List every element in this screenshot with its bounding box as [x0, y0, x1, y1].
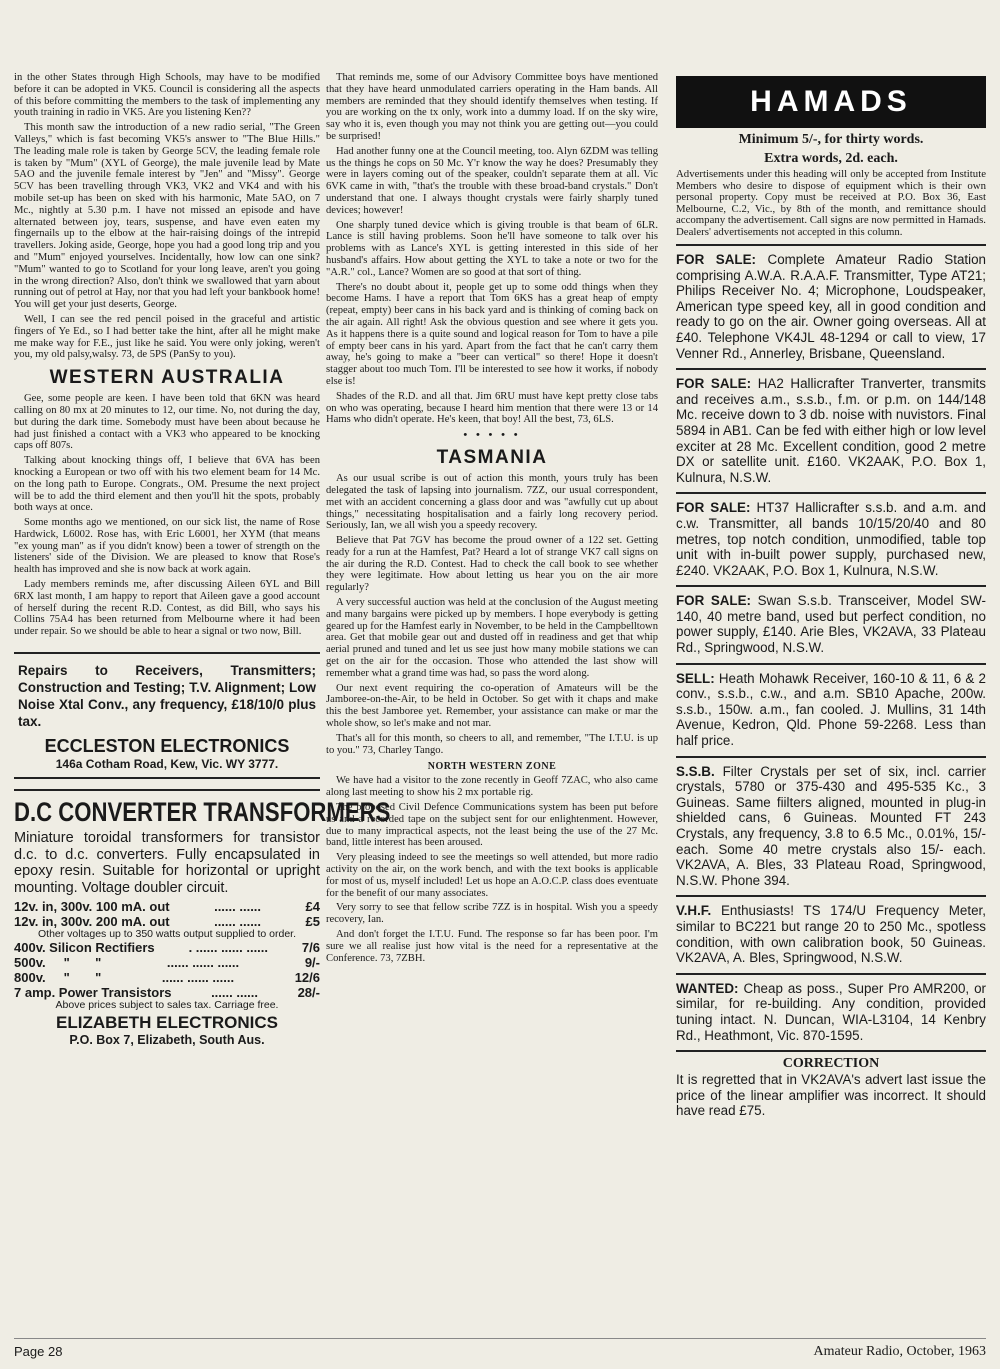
paragraph: in the other States through High Schools, may have to be modified before it can be adopted in VK5. Council is considering all the aspects of this before committing the members to the task of implementing any youth training in radio in VK5. Are you listening Ken??	[14, 72, 320, 119]
classified-ad	[676, 895, 986, 965]
hamads-banner: HAMADS	[676, 76, 986, 128]
price-value: 12/6	[294, 970, 320, 986]
paragraph: The proposed Civil Defence Communications system has been put before us and a recorded tape on the subject sent for our enlightenment. However, due to many impractical aspects, not the least being the use of the 27 Mc. band, little interest has been aroused.	[326, 802, 658, 849]
advert-address: 146a Cotham Road, Kew, Vic. WY 3777.	[55, 757, 279, 772]
paragraph: There's no doubt about it, people get up to some odd things when they become Hams. I have a report that Tom 6KS has a great heap of empty (repeat, empty) beer cans in his back yard and is thinking of coming back on the air again. All right! Ask the obvious question and see where it gets you. As it happens there is a quite sound and logical reason for Tom to have a pile of empty beer cans in his yard. Apart from the fact that he can't carry them away, he's going to make a "beer can vertical" so there! Hope it doesn't stagger about too much Tom. I'll be interested to see how it works, if nobody else is!	[326, 281, 658, 387]
ad-lead: SELL:	[676, 670, 715, 686]
elizabeth-advert	[14, 789, 391, 1048]
paragraph: Shades of the R.D. and all that. Jim 6RU must have kept pretty close tabs on who was operating, because I heard him mention that there were 13 or 14 Hams who didn't operate. He's keen, that boy! All the best, 73, 6LS.	[326, 390, 658, 426]
hamads-rate-line: Extra words, 2d. each.	[764, 151, 898, 166]
price-row	[14, 940, 320, 955]
price-item: 500v. " "	[14, 955, 102, 971]
price-item: 7 amp. Power Transistors	[14, 985, 172, 1001]
ad-lead: FOR SALE:	[676, 376, 752, 392]
paragraph: We have had a visitor to the zone recently in Geoff 7ZAC, who also came along last meeting to show his 2 mx portable rig.	[326, 775, 658, 799]
continuation-text	[14, 72, 320, 361]
classified-ad	[676, 663, 986, 749]
advert-company: ECCLESTON ELECTRONICS	[44, 736, 290, 757]
price-value: £4	[305, 899, 320, 915]
ad-lead: FOR SALE:	[676, 500, 751, 516]
price-dots: ...... ...... ......	[161, 970, 235, 986]
classified-ad	[676, 492, 986, 578]
column-right-hamads	[676, 76, 986, 1119]
paragraph: Well, I can see the red pencil poised in the graceful and artistic fingers of Ye Ed., so I had better take the hint, after all he might make me make way for F.E., just like he said. You were only joking, weren't you, my old palsy,walsy. 73, de 5PS (PanSy to you).	[14, 313, 320, 361]
section-heading-tasmania: TASMANIA	[436, 447, 548, 469]
hamads-intro: Advertisements under this heading will only be accepted from Institute Members who desire to dispose of equipment which is their own personal property. Copy must be received at P.O. Box 36, East Melbourne, C.2, Vic., by 8th of the month, and remittance should accompany the advertisement. Call signs are now permitted in Hamads. Dealers' advertisements not accepted in this column.	[676, 168, 986, 238]
ad-text: Heath Mohawk Receiver, 160-10 & 11, 6 & 2 conv., s.s.b., c.w., and a.m. SB10 Apache, 200w. s.s.b., 150w. a.m., fan cooled. J. Mullins, 31 14th Avenue, Kedron, Qld. Phone 59-2268. Less than half price.	[676, 670, 986, 749]
western-australia-continued	[326, 72, 658, 426]
correction-text: It is regretted that in VK2AVA's advert last issue the price of the linear amplifier was incorrect. It should have read £75.	[676, 1072, 986, 1119]
advert-title: D.C CONVERTER TRANSFORMERS	[14, 797, 391, 828]
ad-lead: S.S.B.	[676, 763, 715, 779]
price-dots: ...... ...... ......	[166, 955, 240, 971]
footer-rule	[14, 1338, 986, 1339]
paragraph: Lady members reminds me, after discussing Aileen 6YL and Bill 6RX last month, I am happy to report that Aileen gave a good account of herself during the recent R.D. Contest, as did Bill, who says his Collins 75A4 has been returned from Melbourne where it had been under repair. So we should be able to hear a signal or two now, Bill.	[14, 579, 320, 638]
paragraph: And don't forget the I.T.U. Fund. The response so far has been poor. I'm sure we all realise just how vital is the need for a representative at the Conference. 73, 7ZBH.	[326, 929, 658, 964]
price-dots: ...... ......	[214, 914, 262, 930]
correction-heading: CORRECTION	[676, 1050, 986, 1072]
paragraph: As our usual scribe is out of action this month, yours truly has been delegated the task of lapsing into journalism. 7ZZ, our usual correspondent, met with an accident concerning a glass door and was "awfully cut up about things," necessitating hospitalisation and a fairly long recovery period. Seriously, Ian, we all wish you a speedy recovery.	[326, 473, 658, 532]
column-middle	[326, 72, 658, 967]
price-row	[14, 955, 320, 970]
section-heading-western-australia: WESTERN AUSTRALIA	[49, 367, 285, 389]
paragraph: Gee, some people are keen. I have been told that 6KN was heard calling on 80 mx at 20 minutes to 12, our time. No, not during the day, but during the dark time. Somebody must have been about because he had just finished a contact with a VK3 who appeared to be knocking caps off 807s.	[14, 393, 320, 452]
paragraph: A very successful auction was held at the conclusion of the August meeting and many bargains were picked up by members. I hope everybody is getting geared up for the Hamfest early in November, to be held in the Campbelltown area. Get that mobile gear out and dusted off in readiness and get that whip aerial pruned and tuned and let us see just how many mobile stations we can get on the air for the occasion. Those who attended the last show will remember what a grand time was had, so pass the word along.	[326, 597, 658, 679]
tasmania-text	[326, 473, 658, 756]
price-row	[14, 899, 320, 914]
paragraph: Some months ago we mentioned, on our sick list, the name of Rose Hardwick, L6002. Rose has, with Eric L6001, her XYM (that means "ex young man" as if you didn't know) been a tower of strength on the listeners' side of the Division. We are pleased to know that Rose's health has improved and she is now back at work again.	[14, 517, 320, 576]
classified-ad	[676, 756, 986, 889]
paragraph: Very pleasing indeed to see the meetings so well attended, but more radio activity on the air, on the work bench, and with the text books is applicable for most of us, myself included! Let us hope an A.O.C.P. class does eventuate for the benefit of our many associates.	[326, 852, 658, 899]
north-western-zone-text	[326, 775, 658, 964]
ad-lead: FOR SALE:	[676, 252, 756, 267]
ad-text: HA2 Hallicrafter Tranverter, transmits and receives a.m., s.s.b., f.m. or p.m. on 144/148 Mc. receive down to 3 db. noise with nuvistors. Final 5894 in AB1. Can be fed with either high or low level exciter at 28 Mc. Excellent condition, good 2 metre DX or satellite unit. £160. VK2AAK, P.O. Box 1, Kulnura, N.S.W.	[676, 376, 986, 485]
advert-body: Miniature toroidal transformers for transistor d.c. to d.c. converters. Fully encapsulated in epoxy resin. Suitable for horizontal or upright mounting. Voltage doubler circuit.	[14, 830, 320, 896]
price-item: 12v. in, 300v. 100 mA. out	[14, 899, 170, 915]
classified-ad	[676, 368, 986, 485]
advert-company: ELIZABETH ELECTRONICS	[56, 1013, 278, 1033]
ad-lead: WANTED:	[676, 980, 739, 996]
paragraph: Very sorry to see that fellow scribe 7ZZ is in hospital. Wish you a speedy recovery, Ian.	[326, 902, 658, 926]
classified-ad	[676, 585, 986, 655]
paragraph: Believe that Pat 7GV has become the proud owner of a 122 set. Getting ready for a run at the Hamfest, Pat? Heard a lot of strange VK7 call signs on the air during the R.D. Contest. Had to check the call book to see whether they were legitimate. How about letting us hear you on the air more regularly?	[326, 535, 658, 594]
ad-text: Swan S.s.b. Transceiver, Model SW-140, 40 metre band, used but perfect condition, no power supply, £140. Arie Bles, VK2AVA, 33 Plateau Rd., Springwood, N.S.W.	[676, 593, 986, 656]
price-dots: ...... ......	[211, 985, 259, 1001]
price-dots: ...... ......	[214, 899, 262, 915]
paragraph: Had another funny one at the Council meeting, too. Alyn 6ZDM was telling us the things he cops on 50 Mc. Y'r know the way he does? Presumably they were in layers coming out of the speaker, couldn't separate them at all. Vic 6VK came in with, "that's the trouble with these broad-band crystals." Don't understand that one. I always thought crystals were fairly sharply tuned devices; however!	[326, 145, 658, 216]
ad-lead: FOR SALE:	[676, 593, 751, 609]
ad-text: Filter Crystals per set of six, incl. carrier crystals, 5780 or 375-430 and 495-535 Kc., 3 Guineas. Same fiilters aligned, mounted in plug-in shielded cans, 6 Guineas. Mounted FT 243 Crystals, any frequency, 3.8 to 6.5 Mc., 0.01%, 15/- each. Some 40 metre crystals also 15/- each. VK2AVA, A. Bles, 33 Plateau Road, Springwood, N.S.W. Phone 394.	[676, 763, 986, 888]
price-row	[14, 914, 320, 929]
price-note: Above prices subject to sales tax. Carriage free.	[55, 999, 279, 1012]
price-item: 12v. in, 300v. 200 mA. out	[14, 914, 170, 930]
paragraph: Talking about knocking things off, I believe that 6VA has been knocking a European or two off with his two element beam for 14 Mc. on the long path to Europe. Congrats., OM. Presume the next project will be to add the third element and then you'll hit the spots, probably both ways at once.	[14, 455, 320, 514]
price-note: Other voltages up to 350 watts output supplied to order.	[38, 928, 296, 941]
ad-text: Cheap as poss., Super Pro AMR200, or similar, for re-building. Any condition, provided tuning intact. N. Duncan, WIA-L3104, 14 Kenbry Rd., Heathmont, Vic. 870-1595.	[676, 980, 986, 1043]
hamads-rate-line: Minimum 5/-, for thirty words.	[738, 132, 924, 147]
page-number: Page 28	[14, 1344, 63, 1359]
price-row	[14, 970, 320, 985]
paragraph: One sharply tuned device which is giving trouble is that beam of 6LR. Lance is still having problems. Soon he'll have someone to talk over his problems with as Lance's XYL is getting interested in this side of her husband's affairs. How about getting the XYL to take a note or two for the "A.R." col., Lance? Women are so good at that sort of thing.	[326, 219, 658, 278]
ad-text: Enthusiasts! TS 174/U Frequency Meter, similar to BC221 but range 20 to 250 Mc., spotless condition, with own calibration book, 50 Guineas. VK2AVA, A. Bles, Springwood, N.S.W.	[676, 903, 986, 966]
classified-ad	[676, 244, 986, 361]
advert-address: P.O. Box 7, Elizabeth, South Aus.	[69, 1033, 265, 1048]
paragraph: This month saw the introduction of a new radio serial, "The Green Valleys," which is fast becoming VK5's answer to "The Blue Hills." The leading male role is taken by George 5CV, the leading female role is taken by "Mum" (XYL of George), the male juvenile lead by Mate 5AO and the juvenile female interest by "Jen" and "Missy". George 5CV has been travelling through VK3, VK2 and VK4 and with his mobile set-up has been on sked with his harmonic, Mate 5AO, on 7 Mc., nightly at 5.30 p.m. I have not missed an episode and have alternated between joy, tears, suspense, and have even eaten my fingernails up to the elbow at the hair-raising doings of the intrepid travellers. Joking aside, George, hope you had a good long trip and you and "Mum" enjoyed yourselves. Incidentally, how low can one sink? "Mum" wanted to go to Scotland for your long leave, aren't you going in the wrong direction? Also, don't think we swallowed that yarn about running out of petrol at Hay, nor that you had left your bankbook home! You will get your just deserts, George.	[14, 122, 320, 311]
column-left	[14, 72, 391, 1048]
ad-text: HT37 Hallicrafter s.s.b. and a.m. and c.w. Transmitter, all bands 10/15/20/40 and 80 metres, top notch condition, unmodified, table top unit with in-built power supply, purchased new, £240. VK2AAK, P.O. Box 1, Kulnura, N.S.W.	[676, 500, 986, 578]
price-row	[14, 985, 320, 1000]
western-australia-text	[14, 393, 320, 638]
paragraph: That's all for this month, so cheers to all, and remember, "The I.T.U. is up to you." 73, Charley Tango.	[326, 732, 658, 756]
eccleston-advert	[14, 652, 320, 779]
ad-text: Complete Amateur Radio Station comprising A.W.A. R.A.A.F. Transmitter, Type AT21; Philips Receiver No. 4; Microphone, Loudspeaker, American type speed key, all in good condition and ready to go on the air. Owner going overseas. All at £40. Telephone VK4JL 48-1294 or call to view, 17 Venner Rd., Annerley, Brisbane, Queensland.	[676, 252, 986, 361]
price-item: 800v. " "	[14, 970, 102, 986]
price-dots: . ...... ...... ......	[188, 940, 269, 956]
price-value: 7/6	[301, 940, 320, 956]
advert-headline: Repairs to Receivers, Transmitters; Construction and Testing; T.V. Alignment; Low Noise Xtal Conv., any frequency, £18/10/0 plus tax.	[18, 663, 316, 730]
paragraph: That reminds me, some of our Advisory Committee boys have mentioned that they have heard unmodulated carriers operating in the Ham bands. All members are reminded that they should identify themselves when testing. If you are working on the tx only, work into a dummy load. If on the sky wire, say who it is, even though you may not think you are getting out—you could be surprised!	[326, 72, 658, 142]
price-value: 28/-	[297, 985, 320, 1001]
paragraph: Our next event requiring the co-operation of Amateurs will be the Jamboree-on-the-Air, to be held in October. So get with it chaps and make this the best Jamboree yet. Remember, your assistance can make or mar the whole show, so let's make and not mar.	[326, 682, 658, 730]
price-item: 400v. Silicon Rectifiers	[14, 940, 155, 956]
price-value: 9/-	[304, 955, 320, 971]
ad-lead: V.H.F.	[676, 903, 712, 919]
separator-dots: • • • • •	[463, 429, 521, 442]
price-value: £5	[305, 914, 320, 930]
journal-footer: Amateur Radio, October, 1963	[813, 1344, 986, 1359]
classified-ad	[676, 973, 986, 1043]
subheading-north-western-zone: NORTH WESTERN ZONE	[427, 761, 557, 773]
